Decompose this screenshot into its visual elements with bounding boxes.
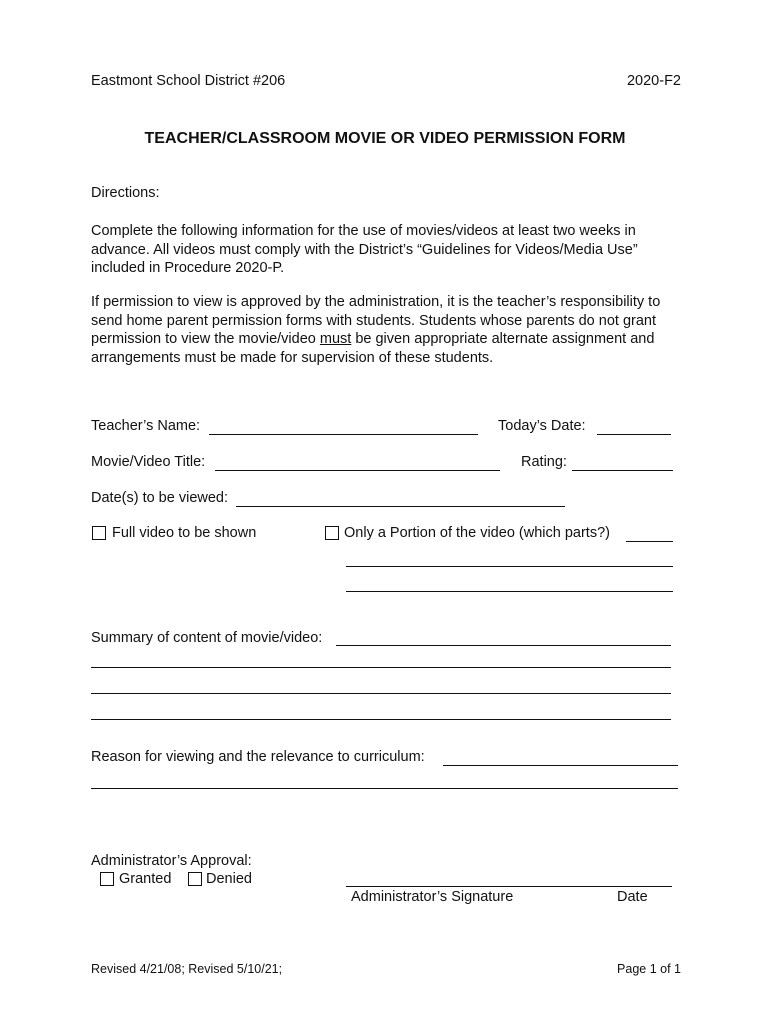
denied-checkbox[interactable] xyxy=(188,872,202,886)
summary-field[interactable] xyxy=(336,645,671,646)
reason-field[interactable] xyxy=(443,765,678,766)
revision-note: Revised 4/21/08; Revised 5/10/21; xyxy=(91,962,283,976)
portion-field-line-2[interactable] xyxy=(346,566,673,567)
must-emphasis: must xyxy=(319,331,352,347)
portion-field[interactable] xyxy=(626,541,673,542)
directions-heading: Directions: xyxy=(91,185,160,201)
signature-date-label: Date xyxy=(617,889,648,905)
full-video-label: Full video to be shown xyxy=(112,525,257,541)
paragraph-2-text-a: If permission to view is approved by the administration, it is the teacher’s responsibility to send home parent permission forms with students. Students whose parents do not grant permission to view the movie/video xyxy=(91,294,661,347)
todays-date-field[interactable] xyxy=(597,434,671,435)
dates-viewed-field[interactable] xyxy=(236,506,565,507)
denied-label: Denied xyxy=(206,871,252,887)
page-number: Page 1 of 1 xyxy=(617,962,681,976)
dates-viewed-label: Date(s) to be viewed: xyxy=(91,490,229,506)
portion-field-line-3[interactable] xyxy=(346,591,673,592)
summary-field-line-3[interactable] xyxy=(91,693,671,694)
summary-label: Summary of content of movie/video: xyxy=(91,630,323,646)
todays-date-label: Today’s Date: xyxy=(498,418,586,434)
movie-title-label: Movie/Video Title: xyxy=(91,454,206,470)
paragraph-2-text-b: be given appropriate alternate assignment and arrangements must be made for supervision of these students. xyxy=(91,331,655,366)
rating-field[interactable] xyxy=(572,470,673,471)
directions-paragraph-2 xyxy=(91,293,681,367)
signature-label: Administrator’s Signature xyxy=(351,889,514,905)
summary-field-line-4[interactable] xyxy=(91,719,671,720)
movie-title-field[interactable] xyxy=(215,470,500,471)
form-code: 2020-F2 xyxy=(626,73,681,89)
granted-label: Granted xyxy=(119,871,172,887)
approval-heading: Administrator’s Approval: xyxy=(91,853,252,869)
reason-field-line-2[interactable] xyxy=(91,788,678,789)
summary-field-line-2[interactable] xyxy=(91,667,671,668)
signature-line[interactable] xyxy=(346,886,672,887)
teacher-name-label: Teacher’s Name: xyxy=(91,418,201,434)
district-name: Eastmont School District #206 xyxy=(91,73,286,89)
page-title: TEACHER/CLASSROOM MOVIE OR VIDEO PERMISSION FORM xyxy=(144,130,626,147)
reason-label: Reason for viewing and the relevance to curriculum: xyxy=(91,749,425,765)
full-video-checkbox[interactable] xyxy=(92,526,106,540)
portion-label: Only a Portion of the video (which parts?) xyxy=(344,525,610,541)
directions-paragraph-1: Complete the following information for the use of movies/videos at least two weeks in advance. All videos must comply with the District’s “Guidelines for Videos/Media Use” included in Procedure 2020-P. xyxy=(91,223,638,276)
rating-label: Rating: xyxy=(521,454,567,470)
portion-checkbox[interactable] xyxy=(325,526,339,540)
granted-checkbox[interactable] xyxy=(100,872,114,886)
teacher-name-field[interactable] xyxy=(209,434,478,435)
